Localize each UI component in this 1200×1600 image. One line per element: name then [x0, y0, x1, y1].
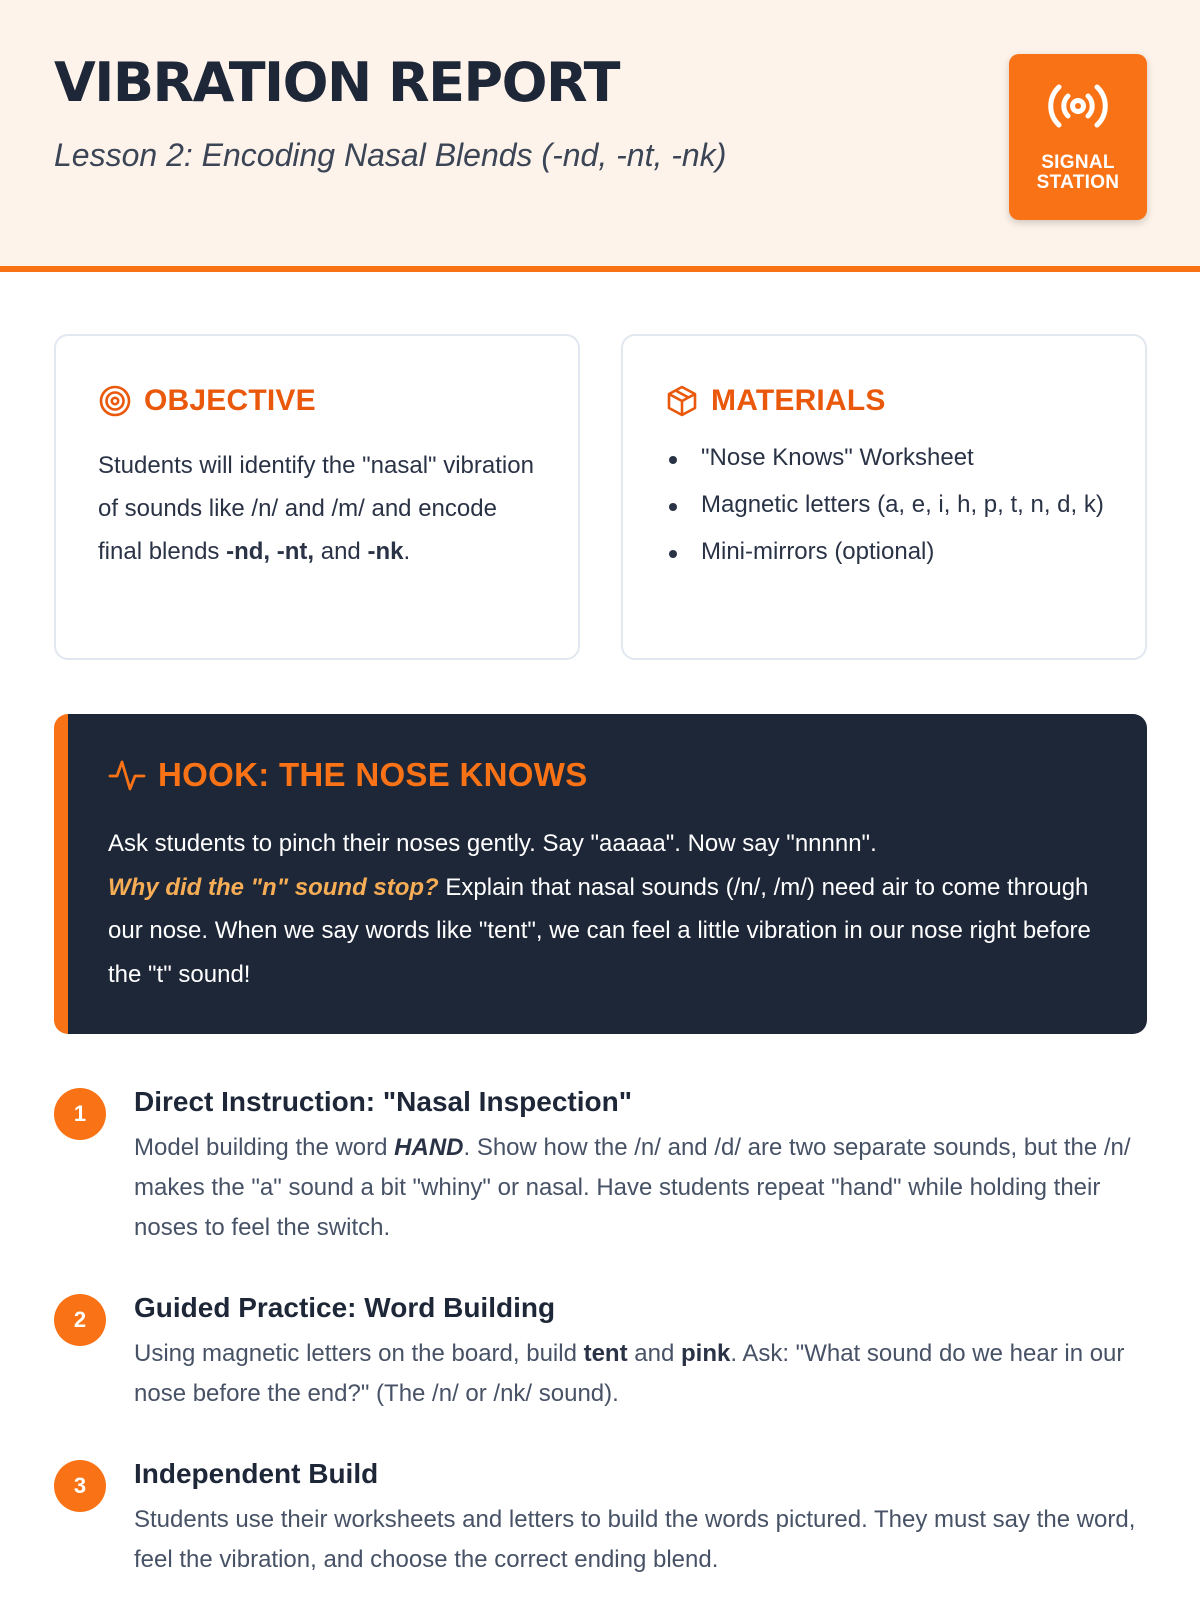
step-bold-word: pink: [680, 1340, 731, 1367]
objective-blend-2: -nk: [367, 538, 404, 565]
list-item: Mini-mirrors (optional): [665, 532, 1115, 572]
target-icon: [98, 384, 132, 418]
step-text-part: and: [627, 1340, 681, 1367]
hook-question: Why did the "n" sound stop?: [108, 873, 439, 901]
step-title: Guided Practice: Word Building: [134, 1292, 556, 1323]
objective-text-part: and: [314, 538, 368, 565]
hook-header: [108, 756, 588, 794]
step-text: [134, 1334, 1144, 1414]
pulse-icon: [108, 756, 146, 794]
list-item: "Nose Knows" Worksheet: [665, 438, 1115, 478]
badge-line-1: SIGNAL: [1041, 152, 1115, 173]
hook-text-part: Ask students to pinch their noses gently. Say "aaaaa". Now say "nnnnn".: [108, 830, 877, 857]
step-title: Independent Build: [134, 1458, 379, 1489]
step-text-part: . Ask: "What sound do we hear in our nose before the end?" (The /n/ or /nk/ sound).: [134, 1340, 1125, 1407]
step-text-part: . Show how the /n/ and /d/ are two separate sounds, but the /n/ makes the "a" sound a bit "whiny" or nasal. Have students repeat "hand" while holding their noses to feel the switch.: [134, 1134, 1131, 1241]
step-emphasis-word: HAND: [394, 1134, 464, 1161]
hook-title: HOOK: THE NOSE KNOWS: [158, 756, 588, 793]
hook-panel: [54, 714, 1147, 1034]
materials-header: [665, 384, 886, 418]
step-number-badge: 3: [54, 1460, 106, 1512]
page-subtitle: Lesson 2: Encoding Nasal Blends (-nd, -nt, -nk): [54, 137, 727, 173]
box-icon: [665, 384, 699, 418]
objective-blend-1: -nd, -nt,: [226, 538, 315, 565]
step-text-part: Using magnetic letters on the board, build: [134, 1340, 584, 1367]
step-number-badge: 1: [54, 1088, 106, 1140]
hook-text: [108, 822, 1108, 996]
objective-title: OBJECTIVE: [144, 384, 316, 417]
step-bold-word: tent: [583, 1340, 628, 1367]
objective-text: [98, 444, 538, 573]
objective-card: [54, 334, 580, 660]
step-title: Direct Instruction: "Nasal Inspection": [134, 1086, 632, 1117]
list-item: Magnetic letters (a, e, i, h, p, t, n, d, k): [665, 485, 1115, 525]
badge-label: [1009, 153, 1147, 193]
broadcast-signal-icon: [1046, 78, 1110, 134]
step-number-badge: 2: [54, 1294, 106, 1346]
step-text: Students use their worksheets and letters to build the words pictured. They must say the word, feel the vibration, and choose the correct ending blend.: [134, 1506, 1136, 1573]
page-header: [0, 0, 1200, 272]
step-text-part: Model building the word: [134, 1134, 395, 1161]
objective-text-part: Students will identify the "nasal" vibration of sounds like /n/ and /m/ and encode final blends: [98, 452, 534, 565]
hook-text-part: Explain that nasal sounds (/n/, /m/) need air to come through our nose. When we say words like "tent", we can feel a little vibration in our nose right before the "t" sound!: [108, 873, 1091, 988]
signal-station-badge: [1009, 54, 1147, 220]
materials-list: [665, 438, 1115, 579]
objective-header: [98, 384, 316, 418]
materials-title: MATERIALS: [711, 384, 886, 417]
badge-line-2: STATION: [1036, 171, 1120, 193]
objective-text-part: .: [403, 538, 411, 565]
materials-card: [621, 334, 1147, 660]
page-title: VIBRATION REPORT: [54, 51, 619, 114]
step-text: [134, 1128, 1144, 1248]
